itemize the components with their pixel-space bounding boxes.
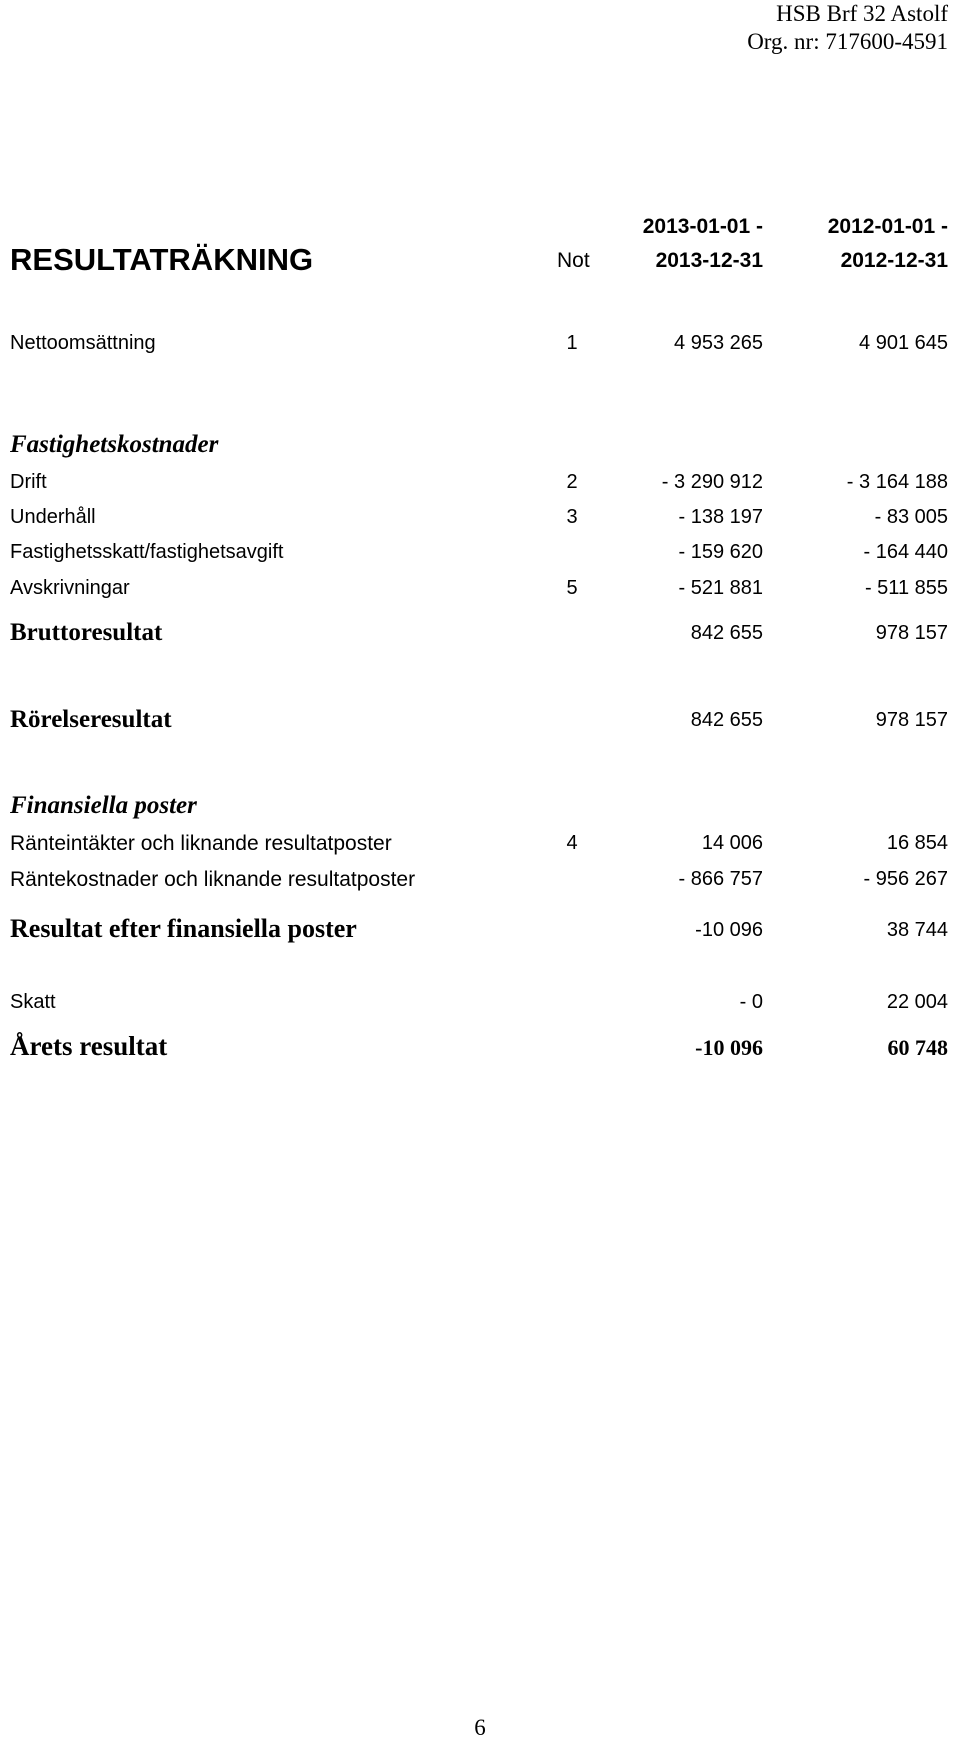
- row-current: - 3 290 912: [661, 471, 763, 493]
- row-note: 2: [566, 471, 578, 493]
- section-heading-fastighetskostnader: Fastighetskostnader: [10, 431, 219, 458]
- organization-name: HSB Brf 32 Astolf: [776, 1, 948, 26]
- row-current: - 866 757: [678, 868, 763, 890]
- row-current: 842 655: [690, 709, 763, 731]
- row-current: - 0: [739, 991, 763, 1013]
- row-previous: 978 157: [875, 709, 948, 731]
- row-previous: 38 744: [886, 919, 948, 941]
- row-note: 5: [566, 577, 578, 599]
- row-note: 1: [566, 332, 578, 354]
- row-label: Resultat efter finansiella poster: [10, 914, 357, 943]
- row-label: Ränteintäkter och liknande resultatposter: [10, 832, 392, 855]
- organization-number: Org. nr: 717600-4591: [747, 29, 948, 54]
- row-current: - 138 197: [678, 506, 763, 528]
- period-previous-end: 2012-12-31: [840, 249, 948, 272]
- note-column-heading: Not: [557, 249, 590, 272]
- row-current: - 521 881: [678, 577, 763, 599]
- period-previous-start: 2012-01-01 -: [827, 215, 948, 238]
- row-label: Nettoomsättning: [10, 332, 156, 354]
- row-label: Fastighetsskatt/fastighetsavgift: [10, 541, 284, 563]
- row-previous: 978 157: [875, 622, 948, 644]
- row-previous: 16 854: [886, 832, 948, 854]
- row-previous: - 83 005: [874, 506, 948, 528]
- row-current: 4 953 265: [674, 332, 763, 354]
- row-previous: - 956 267: [863, 868, 948, 890]
- row-label: Avskrivningar: [10, 577, 130, 599]
- row-current: -10 096: [695, 1035, 763, 1060]
- row-current: 14 006: [701, 832, 763, 854]
- row-previous: - 511 855: [864, 577, 948, 599]
- row-label: Bruttoresultat: [10, 619, 163, 646]
- statement-title: RESULTATRÄKNING: [10, 242, 314, 277]
- section-heading-finansiella-poster: Finansiella poster: [10, 792, 197, 819]
- page-number: 6: [474, 1715, 486, 1740]
- row-previous: 60 748: [887, 1035, 948, 1060]
- row-current: -10 096: [695, 919, 763, 941]
- row-label: Skatt: [10, 991, 56, 1013]
- row-previous: - 164 440: [863, 541, 948, 563]
- row-note: 4: [566, 832, 578, 854]
- row-previous: - 3 164 188: [846, 471, 948, 493]
- row-previous: 4 901 645: [859, 332, 948, 354]
- row-previous: 22 004: [886, 991, 948, 1013]
- row-label: Underhåll: [10, 506, 96, 528]
- row-current: 842 655: [690, 622, 763, 644]
- row-label: Räntekostnader och liknande resultatposter: [10, 868, 416, 891]
- row-note: 3: [566, 506, 578, 528]
- period-current-end: 2013-12-31: [655, 249, 763, 272]
- row-label: Rörelseresultat: [10, 706, 172, 733]
- row-current: - 159 620: [678, 541, 763, 563]
- row-label: Drift: [10, 471, 47, 493]
- row-label: Årets resultat: [10, 1031, 168, 1061]
- period-current-start: 2013-01-01 -: [642, 215, 763, 238]
